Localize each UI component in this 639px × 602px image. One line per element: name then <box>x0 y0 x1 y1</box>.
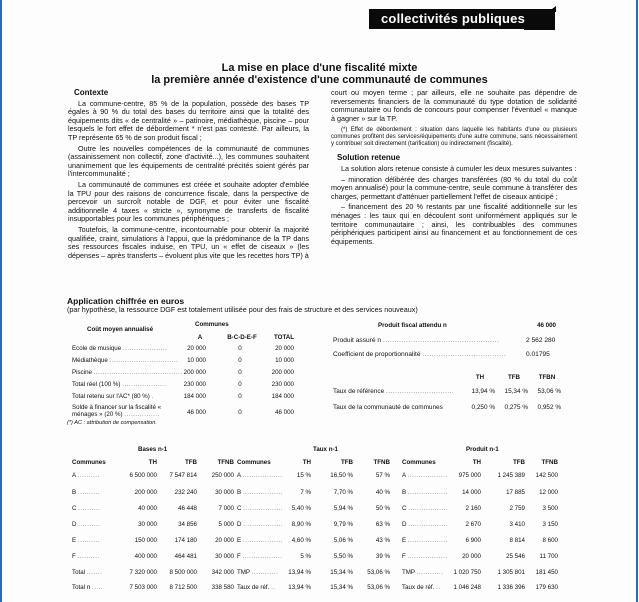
contexte-paragraph: Outre les nouvelles compétences de la communauté de communes (assainissement non collectif, zone d'activité...), les communes souhaitent unanimement que les équipements de centralité précités soient gérés par l'intercommunalité ; <box>68 143 309 179</box>
taux-n1-value: 39 % <box>375 553 390 560</box>
cost-row-label: Total retenu sur l'AC* (80 %) . <box>72 393 154 400</box>
taux-value: 15,34 % <box>504 388 528 395</box>
leader-dots: .................. <box>243 505 284 512</box>
produit-n1-value: 1 305 801 <box>497 569 525 576</box>
row-label-text: A <box>237 472 241 479</box>
bases-value: 200 000 <box>134 489 157 496</box>
leader-dots: .......... <box>77 553 100 560</box>
taux-n1-value: 57 % <box>375 472 390 479</box>
cost-value: 230 000 <box>183 381 206 388</box>
row-label-text: F <box>402 553 406 560</box>
taux-n1-value: 15,34 % <box>330 569 353 576</box>
bases-value: 7 320 000 <box>129 569 157 576</box>
cost-value: 0 <box>238 409 242 416</box>
taux-n1-table-title: Taux n-1 <box>313 446 338 453</box>
taux-row-label: Taux de référence .............................. <box>333 388 455 395</box>
section-banner: collectivités publiques <box>369 9 555 29</box>
bases-row-label <box>72 584 103 591</box>
cost-col-header: B-C-D-E-F <box>227 334 257 341</box>
produit-value: 2 562 280 <box>526 337 556 344</box>
bases-value: 400 000 <box>134 553 157 560</box>
produit-n1-value: 8 814 <box>509 537 525 544</box>
bases-col-header: Communes <box>72 459 106 466</box>
taux-n1-value: 53,06 % <box>367 584 390 591</box>
taux-n1-row-label <box>237 472 282 479</box>
cost-row-header: Coût moyen annualisé <box>87 326 154 333</box>
produit-n1-value: 11 700 <box>539 553 558 560</box>
row-label-text: Total n <box>72 584 91 591</box>
bases-row-label <box>72 472 100 479</box>
row-label-text: C <box>72 505 77 512</box>
produit-n1-row-label <box>402 472 447 479</box>
bases-value: 7 547 814 <box>169 472 197 479</box>
leader-dots: .................. <box>242 472 283 479</box>
taux-col-header: TH <box>475 374 485 381</box>
taux-n1-row-label <box>237 537 283 544</box>
taux-n1-col-header: TH <box>302 459 311 466</box>
leader-dots: .......... <box>77 537 101 544</box>
contexte-paragraph: Toutefois, la commune-centre, incontournable pour obtenir la majorité qualifiée, craint, simulations à l'appui, que la prédominance de la TP dans ses ressources fiscales induise, en TPU, un « effet de ciseaux » (les dépenses – après transferts – évoluent plus vite que les recettes hors TP) à <box>68 224 309 260</box>
row-label-text: D <box>237 521 242 528</box>
cost-value: 200 000 <box>271 369 294 376</box>
bases-value: 20 000 <box>215 537 234 544</box>
bases-row-label <box>72 489 100 496</box>
leader-dots: .................. <box>242 489 283 496</box>
leader-dots: .......... <box>78 505 101 512</box>
taux-n1-row-label <box>237 569 278 576</box>
leader-dots: .................. <box>407 489 448 496</box>
taux-n1-value: 13,94 % <box>288 569 311 576</box>
bases-value: 30 000 <box>215 489 234 496</box>
taux-n1-value: 5,40 % <box>291 505 311 512</box>
solution-heading: Solution retenue <box>337 153 401 163</box>
leader-dots: .................. <box>407 553 448 560</box>
leader-dots: .................. <box>242 553 283 560</box>
produit-n1-value: 20 000 <box>462 553 481 560</box>
cost-value: 10 000 <box>275 357 294 364</box>
solution-paragraph: La solution alors retenue consiste à cumuler les deux mesures suivantes : <box>341 163 577 173</box>
produit-n1-row-label <box>402 521 448 528</box>
contexte-paragraph: La commune-centre, 85 % de la population, possède des bases TP égales à 90 % du total des bases du territoire ainsi que la totalité des équipements dits « de centralité » – patinoire, médiathèque, piscine – pour lesquels le fort effet de débordement * n'est pas contesté. Par ailleurs, la TP représente 65 % de son produit fiscal ; <box>68 98 309 142</box>
leader-dots: ............ <box>251 569 279 576</box>
taux-n1-col-header: Communes <box>237 459 271 466</box>
produit-n1-row-label <box>402 489 448 496</box>
taux-n1-value: 50 % <box>375 505 390 512</box>
bases-value: 338 580 <box>211 584 234 591</box>
produit-n1-value: 1 020 750 <box>453 569 481 576</box>
right-column <box>331 89 577 248</box>
taux-n1-value: 5,50 % <box>333 553 353 560</box>
cost-row-label: Ecole de musique .................... <box>72 345 168 352</box>
produit-n1-value: 8 600 <box>542 537 558 544</box>
page-frame-left <box>0 0 2 602</box>
produit-n1-value: 1 336 396 <box>497 584 525 591</box>
cost-value: 46 000 <box>275 409 294 416</box>
leader-dots: .. <box>271 584 276 591</box>
bases-col-header: TFNB <box>217 459 234 466</box>
bases-value: 250 000 <box>211 472 234 479</box>
cost-value: 0 <box>238 381 242 388</box>
left-column <box>68 89 309 262</box>
row-label-text: F <box>72 553 76 560</box>
cost-value: 184 000 <box>183 393 206 400</box>
taux-n1-value: 9,79 % <box>333 521 353 528</box>
leader-dots: .................. <box>407 537 448 544</box>
cost-value: 10 000 <box>187 357 206 364</box>
produit-n1-row-label <box>402 553 447 560</box>
produit-n1-value: 3 500 <box>542 505 558 512</box>
taux-n1-row-label <box>237 553 282 560</box>
row-label-text: Taux de réf. <box>237 584 270 591</box>
produit-n1-table-title: Produit n-1 <box>466 446 499 453</box>
application-subtitle: (par hypothèse, la ressource DGF est totalement utilisée pour des frais de structure et des services nouveaux) <box>67 305 418 314</box>
taux-n1-row-label <box>237 584 276 591</box>
taux-value: 0,275 % <box>504 404 528 411</box>
taux-value: 0,952 % <box>537 404 561 411</box>
page-frame-right <box>636 0 638 602</box>
produit-n1-row-label <box>402 569 443 576</box>
produit-n1-value: 2 670 <box>465 521 481 528</box>
leader-dots: .................. <box>242 537 283 544</box>
taux-value: 0,250 % <box>471 404 495 411</box>
produit-row-label: Coefficient de proportionnalité .................................... <box>333 351 507 358</box>
taux-n1-value: 16,50 % <box>330 472 353 479</box>
produit-n1-col-header: TH <box>472 459 481 466</box>
leader-dots: .. <box>436 584 441 591</box>
taux-n1-value: 53,06 % <box>367 569 390 576</box>
cost-value: 46 000 <box>187 409 206 416</box>
leader-dots: .................. <box>408 505 449 512</box>
bases-value: 7 000 <box>218 505 234 512</box>
contexte-paragraph: La communauté de communes est créée et souhaite adopter d'emblée la TPU pour des raisons de concurrence fiscale, dans la perspective de percevoir un surcroît notable de DGF, et pour éviter une fiscalité additionnelle 4 taxes « stricte », synonyme de transferts de fiscalité insupportables pour les communes périphériques ; <box>68 179 309 224</box>
bases-row-label <box>72 569 102 576</box>
taux-n1-value: 7 % <box>300 489 311 496</box>
row-label-text: E <box>237 537 242 544</box>
cost-col-header: A <box>197 334 203 341</box>
continuation-paragraph: court ou moyen terme ; par ailleurs, elle ne souhaite pas dépendre de reversements financiers de la communauté du type dotation de solidarité communautaire ou fonds de concours pour compenser l'éventuel « manque à gagner » sur la TP. <box>331 88 577 123</box>
bases-value: 174 180 <box>174 537 197 544</box>
leader-dots: .................. <box>407 472 448 479</box>
produit-n1-value: 12 000 <box>539 489 558 496</box>
banner-underline <box>524 29 555 30</box>
solution-paragraph: – financement des 20 % restants par une fiscalité additionnelle sur les ménages : les taux qui en découlent sont uniformément appliqués sur le territoire communautaire ; ainsi, les contribuables des communes périphériques participent ainsi au financement et au fonctionnement de ces équipements. <box>331 202 577 246</box>
bases-value: 46 448 <box>178 505 197 512</box>
row-label-text: D <box>402 521 407 528</box>
cost-value: 20 000 <box>187 345 206 352</box>
cost-value: 0 <box>238 345 242 352</box>
leader-dots: .................. <box>408 521 449 528</box>
cost-value: 20 000 <box>275 345 294 352</box>
produit-n1-value: 1 245 389 <box>497 472 525 479</box>
row-label-text: E <box>402 537 407 544</box>
bases-value: 342 000 <box>211 569 234 576</box>
taux-n1-row-label <box>237 521 283 528</box>
produit-n1-value: 2 759 <box>509 505 525 512</box>
produit-n1-col-header: TFB <box>512 459 525 466</box>
row-label-text: B <box>237 489 242 496</box>
taux-row-label: Taux de la communauté de communes <box>333 404 443 411</box>
produit-n1-col-header: TFNB <box>541 459 558 466</box>
bases-value: 8 500 000 <box>169 569 197 576</box>
article-subtitle: la première année d'existence d'une communauté de communes <box>151 74 488 86</box>
produit-n1-value: 17 885 <box>506 489 525 496</box>
row-label-text: C <box>237 505 242 512</box>
cost-value: 200 000 <box>183 369 206 376</box>
taux-col-header: TFBN <box>538 374 556 381</box>
produit-row-label: Produit assuré n .................................................. <box>333 337 500 344</box>
bases-row-label <box>72 537 100 544</box>
bases-table-title: Bases n-1 <box>138 446 168 453</box>
row-label-text: TMP <box>237 569 250 576</box>
row-label-text: TMP <box>402 569 415 576</box>
row-label-text: F <box>237 553 241 560</box>
leader-dots: .......... <box>77 472 100 479</box>
application-title: Application chiffrée en euros <box>67 296 185 306</box>
produit-n1-value: 181 450 <box>535 569 558 576</box>
leader-dots: .......... <box>77 489 101 496</box>
bases-row-label <box>72 505 100 512</box>
taux-n1-value: 5,94 % <box>333 505 353 512</box>
taux-n1-col-header: TFNB <box>373 459 390 466</box>
produit-n1-value: 3 410 <box>509 521 525 528</box>
produit-value: 0.01795 <box>526 351 550 358</box>
produit-n1-value: 14 000 <box>462 489 481 496</box>
bases-value: 6 500 000 <box>129 472 157 479</box>
cost-row-label: Piscine ........................................ <box>72 369 183 376</box>
taux-n1-col-header: TFB <box>340 459 353 466</box>
taux-col-header: TFB <box>507 374 521 381</box>
produit-header-label: Produit fiscal attendu n <box>378 322 447 329</box>
bases-value: 30 000 <box>215 553 234 560</box>
taux-n1-value: 13,94 % <box>288 584 311 591</box>
produit-n1-value: 142 500 <box>535 472 558 479</box>
taux-n1-value: 15 % <box>296 472 311 479</box>
produit-n1-value: 3 150 <box>542 521 558 528</box>
row-label-text: D <box>72 521 77 528</box>
bases-row-label <box>72 521 100 528</box>
produit-n1-col-header: Communes <box>402 459 436 466</box>
contexte-heading: Contexte <box>74 88 109 97</box>
bases-row-label <box>72 553 100 560</box>
bases-value: 464 481 <box>174 553 197 560</box>
taux-n1-value: 40 % <box>375 489 390 496</box>
cost-value: 184 000 <box>271 393 294 400</box>
bases-col-header: TFB <box>184 459 197 466</box>
row-label-text: Total <box>72 569 86 576</box>
bases-value: 5 000 <box>218 521 234 528</box>
taux-n1-value: 5,06 % <box>333 537 353 544</box>
taux-value: 13,94 % <box>471 388 495 395</box>
produit-n1-value: 25 546 <box>506 553 525 560</box>
bases-value: 7 503 000 <box>129 584 157 591</box>
produit-n1-row-label <box>402 505 448 512</box>
leader-dots: ..... <box>91 584 104 591</box>
row-label-text: B <box>402 489 407 496</box>
cost-row-label: Solde à financer sur la fiscalité « ménages » (20 %) ................ <box>72 404 162 418</box>
leader-dots: .......... <box>78 521 101 528</box>
produit-n1-value: 975 000 <box>458 472 481 479</box>
produit-n1-value: 179 630 <box>535 584 558 591</box>
bases-value: 30 000 <box>138 521 157 528</box>
cost-footnote: (*) AC : attribution de compensation. <box>67 420 157 426</box>
produit-n1-value: 1 046 248 <box>453 584 481 591</box>
row-label-text: E <box>72 537 77 544</box>
cost-value: 0 <box>238 357 242 364</box>
row-label-text: C <box>402 505 407 512</box>
leader-dots: ............ <box>416 569 444 576</box>
bases-value: 150 000 <box>134 537 157 544</box>
produit-n1-row-label <box>402 537 448 544</box>
leader-dots: ....... <box>86 569 103 576</box>
cost-value: 0 <box>238 393 242 400</box>
bases-value: 232 240 <box>174 489 197 496</box>
produit-header-value: 46 000 <box>537 322 556 329</box>
cost-col-header: TOTAL <box>273 334 295 341</box>
footnote-debordement: (*) Effet de débordement : situation dans laquelle les habitants d'une ou plusieurs communes profitent des services/équipements d'une autre commune, sans nécessairement y contribuer soit directement (tarification) ou indirectement (fiscalité). <box>331 127 577 148</box>
taux-n1-value: 4,60 % <box>291 537 311 544</box>
taux-n1-value: 15,34 % <box>330 584 353 591</box>
cost-row-label: Médiathèque ............................... <box>72 357 179 364</box>
taux-n1-value: 5 % <box>300 553 311 560</box>
taux-n1-value: 8,90 % <box>291 521 311 528</box>
row-label-text: A <box>402 472 406 479</box>
article-title: La mise en place d'une fiscalité mixte <box>221 62 418 74</box>
communes-group-header: Communes <box>195 321 229 328</box>
leader-dots: .................. <box>243 521 284 528</box>
cost-value: 230 000 <box>271 381 294 388</box>
taux-n1-row-label <box>237 505 283 512</box>
cost-value: 0 <box>238 369 242 376</box>
taux-n1-value: 63 % <box>375 521 390 528</box>
bases-value: 34 856 <box>178 521 197 528</box>
bases-value: 8 712 500 <box>169 584 197 591</box>
taux-value: 53,06 % <box>537 388 561 395</box>
row-label-text: Taux de réf. <box>402 584 435 591</box>
produit-n1-row-label <box>402 584 441 591</box>
taux-n1-value: 43 % <box>375 537 390 544</box>
bases-col-header: TH <box>148 459 157 466</box>
row-label-text: B <box>72 489 77 496</box>
produit-n1-value: 6 900 <box>465 537 481 544</box>
solution-paragraph: – minoration délibérée des charges transférées (80 % du total du coût moyen annualisé) pour la commune-centre, seule commune à transférer des charges, permettant d'atténuer partiellement l'effet de ciseaux anticipé ; <box>331 174 577 201</box>
taux-n1-row-label <box>237 489 283 496</box>
produit-n1-value: 2 160 <box>465 505 481 512</box>
bases-value: 40 000 <box>138 505 157 512</box>
row-label-text: A <box>72 472 76 479</box>
taux-n1-value: 7,70 % <box>333 489 353 496</box>
cost-row-label: Total réel (100 %) .................... <box>72 381 167 388</box>
